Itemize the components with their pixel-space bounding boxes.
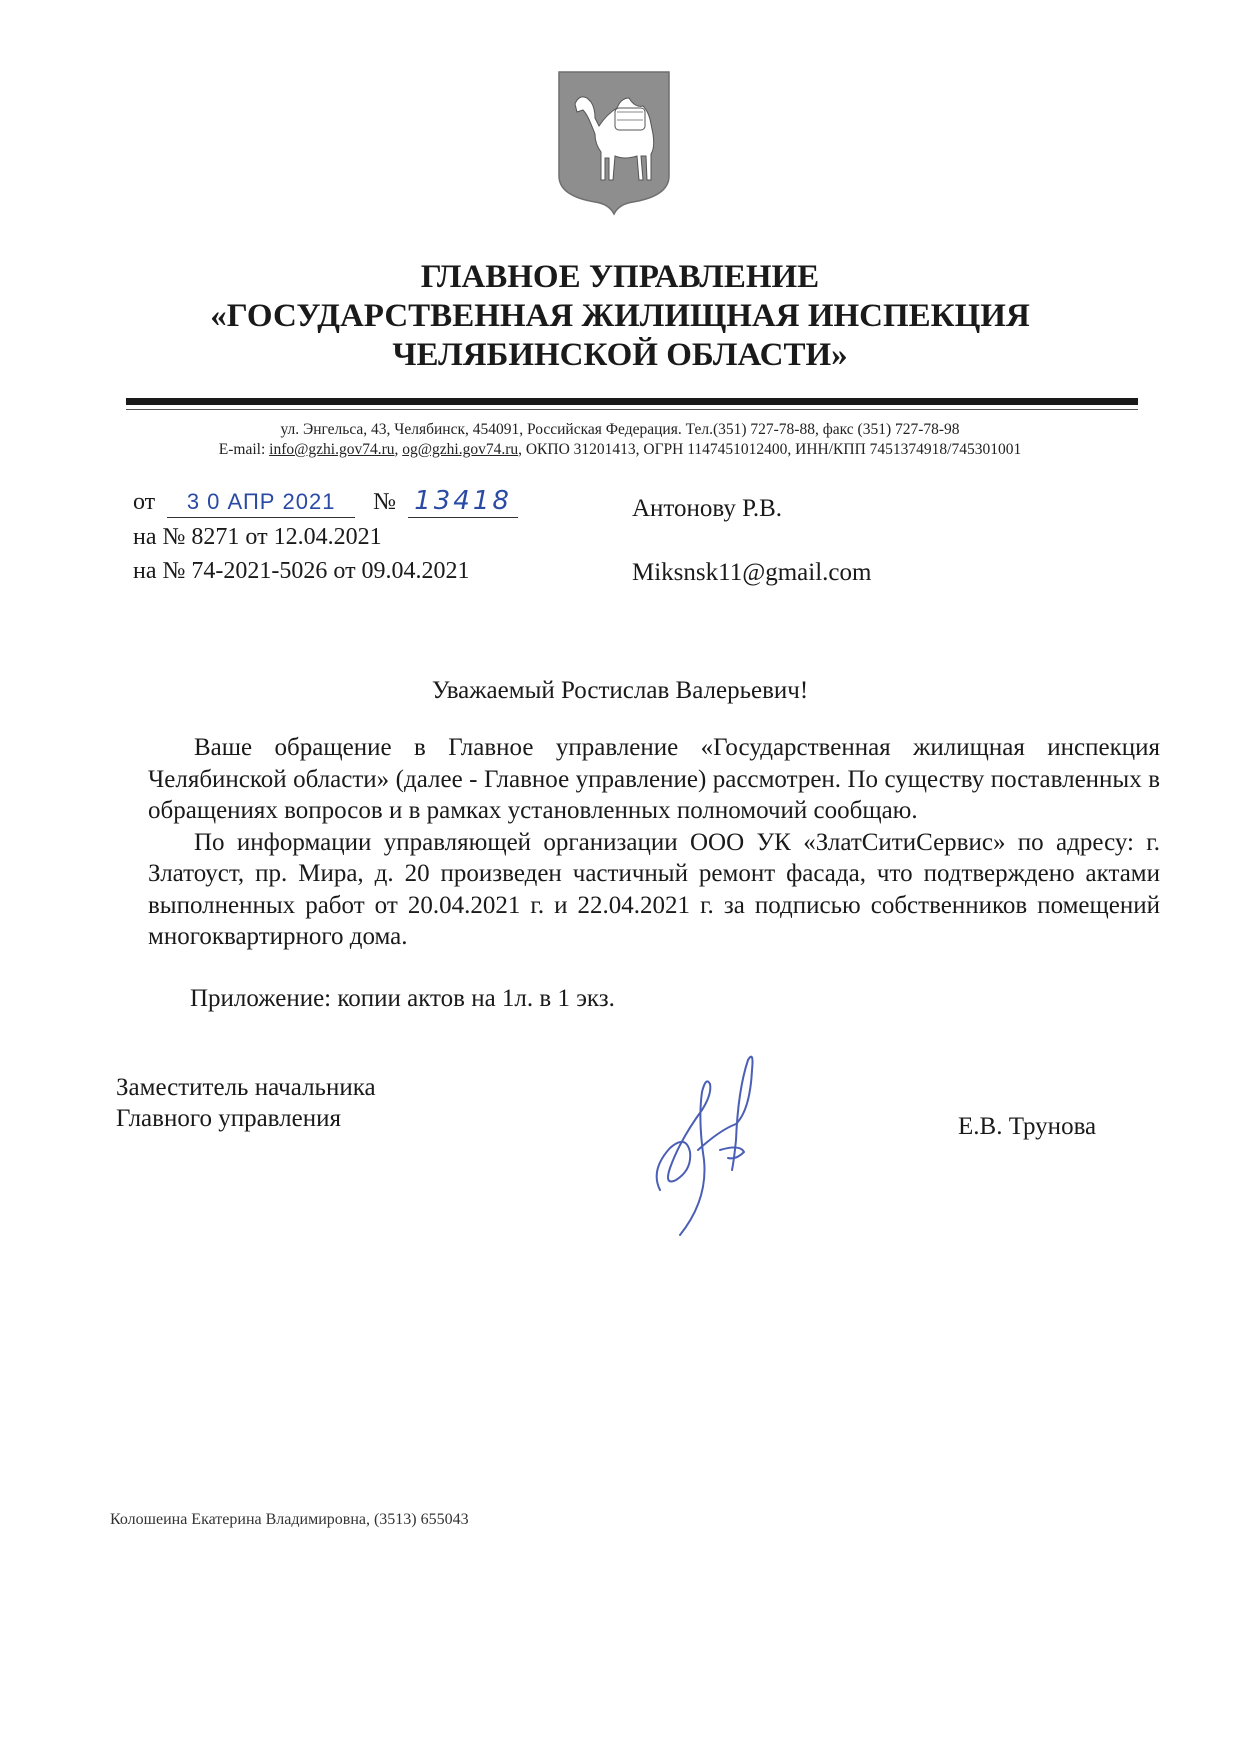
organization-title	[0, 258, 1240, 375]
date-stamp: 3 0 АПР 2021	[186, 489, 336, 514]
header-divider-thin	[126, 409, 1138, 410]
email-link-og[interactable]: og@gzhi.gov74.ru	[402, 441, 519, 458]
number-label: №	[373, 489, 397, 515]
reference-line-2: на № 74-2021-5026 от 09.04.2021	[133, 558, 470, 584]
attachment-note: Приложение: копии актов на 1л. в 1 экз.	[190, 985, 615, 1012]
addressee-name: Антонову Р.В.	[632, 495, 783, 522]
body-paragraph-2: По информации управляющей организации ООО УК «ЗлатСитиСервис» по адресу: г. Златоуст, пр. Мира, д. 20 произведен частичный ремонт фасада, что подтверждено актами выполненных работ от 20.04.2021 г. и 22.04.2021 г. за подписью собственников помещений многоквартирного дома.	[148, 828, 1160, 950]
letter-body	[148, 732, 1160, 953]
title-line-2: «ГОСУДАРСТВЕННАЯ ЖИЛИЩНАЯ ИНСПЕКЦИЯ	[210, 298, 1030, 334]
signatory-name: Е.В. Трунова	[958, 1113, 1097, 1140]
outgoing-registration	[133, 486, 518, 518]
contacts-line: E-mail: info@gzhi.gov74.ru, og@gzhi.gov74.ru, ОКПО 31201413, ОГРН 1147451012400, ИНН/КПП 7451374918/745301001	[218, 441, 1022, 458]
signatory-title-line-2: Главного управления	[116, 1105, 341, 1132]
from-label: от	[133, 489, 156, 515]
title-line-1: ГЛАВНОЕ УПРАВЛЕНИЕ	[420, 259, 820, 295]
body-paragraph-1: Ваше обращение в Главное управление «Государственная жилищная инспекция Челябинской области» (далее - Главное управление) рассмотрен. По существу поставленных в обращениях вопросов и в рамках установленных полномочий сообщаю.	[148, 734, 1160, 824]
signatory-title-line-1: Заместитель начальника	[116, 1074, 376, 1101]
reference-line-1: на № 8271 от 12.04.2021	[133, 524, 382, 550]
header-divider-thick	[126, 398, 1138, 405]
salutation: Уважаемый Ростислав Валерьевич!	[431, 677, 809, 704]
executor-contact: Колошеина Екатерина Владимировна, (3513) 655043	[110, 1511, 469, 1528]
addressee-email[interactable]: Miksnsk11@gmail.com	[632, 559, 872, 586]
signatory-title	[116, 1072, 376, 1134]
outgoing-number: 13418	[414, 486, 512, 516]
email-label: E-mail:	[218, 441, 266, 458]
coat-of-arms-emblem	[555, 68, 673, 216]
title-line-3: ЧЕЛЯБИНСКОЙ ОБЛАСТИ»	[392, 337, 848, 373]
email-link-info[interactable]: info@gzhi.gov74.ru	[269, 441, 395, 458]
registration-codes: ОКПО 31201413, ОГРН 1147451012400, ИНН/КПП 7451374918/745301001	[525, 441, 1022, 458]
handwritten-signature	[640, 1040, 790, 1240]
address-line: ул. Энгельса, 43, Челябинск, 454091, Российская Федерация. Тел.(351) 727-78-88, факс (351) 727-78-98	[280, 421, 960, 438]
